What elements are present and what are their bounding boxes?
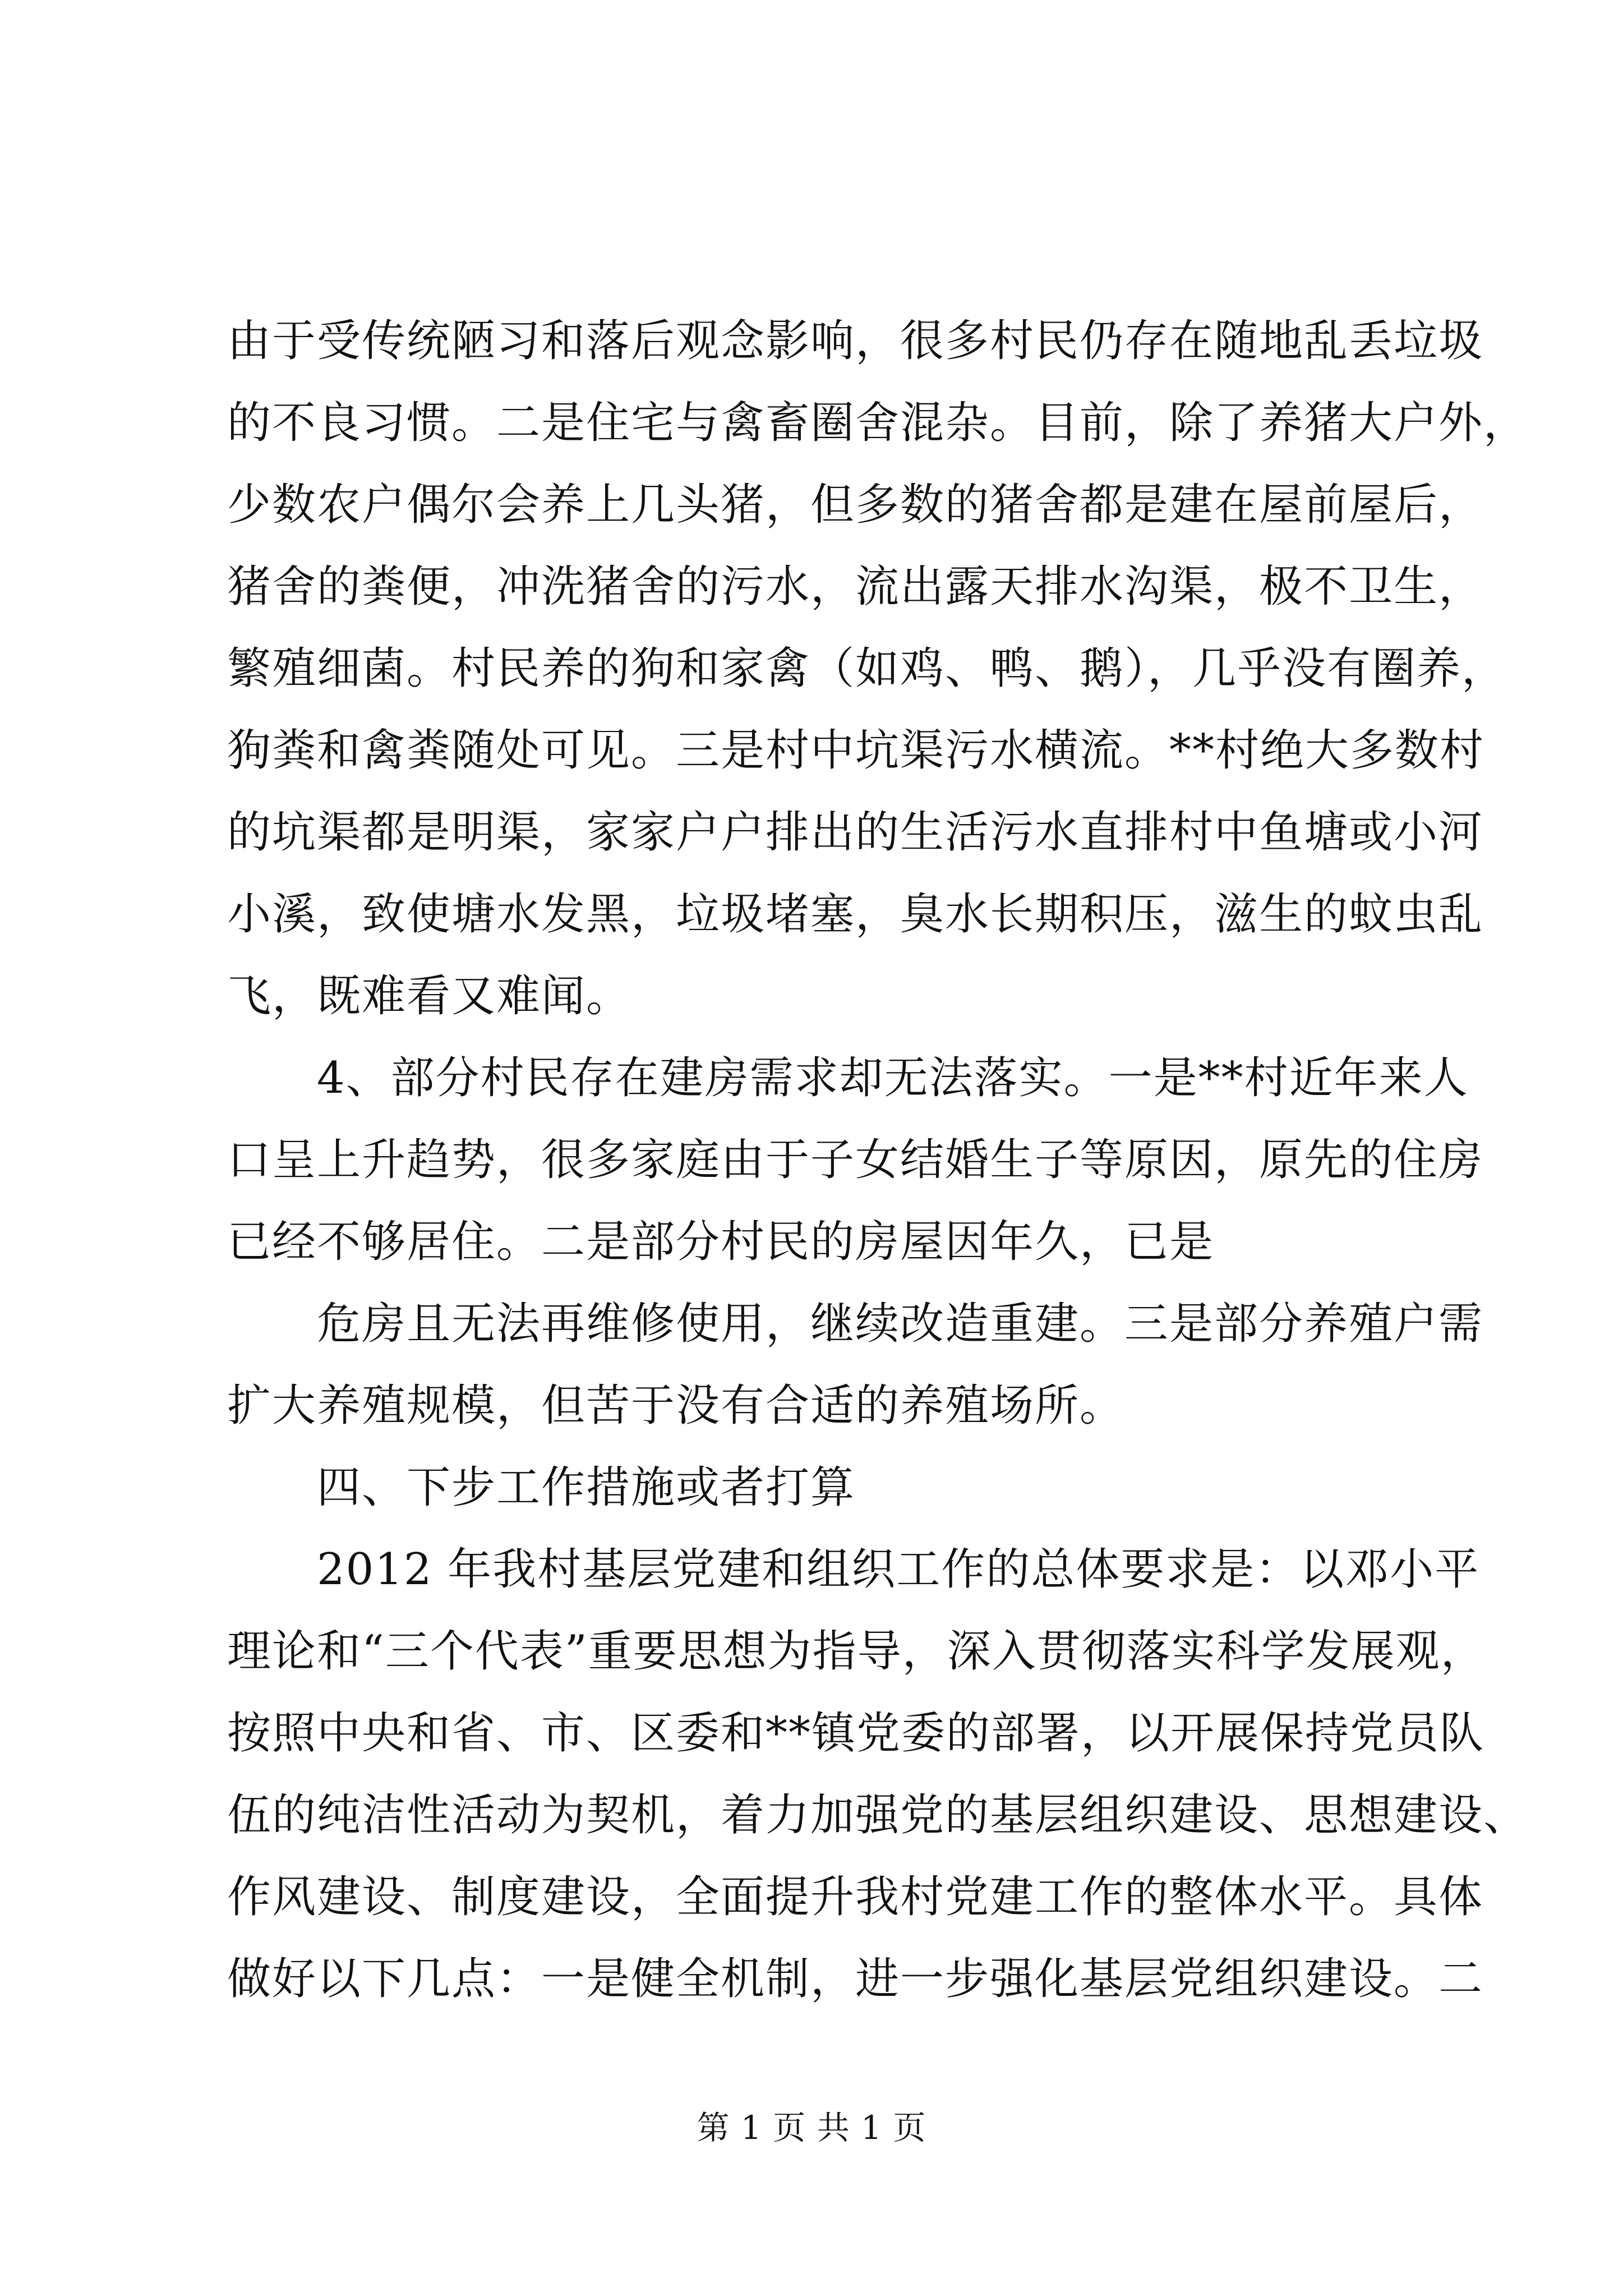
text-line: 4、部分村民存在建房需求却无法落实。一是**村近年来人	[317, 1053, 1469, 1103]
text-line: 2012 年我村基层党建和组织工作的总体要求是：以邓小平	[317, 1544, 1480, 1595]
text-line: 小溪，致使塘水发黑，垃圾堵塞，臭水长期积压，滋生的蚊虫乱	[227, 889, 1484, 940]
text-line: 理论和“三个代表”重要思想为指导，深入贯彻落实科学发展观，	[227, 1626, 1486, 1677]
text-line: 由于受传统陋习和落后观念影响，很多村民仍存在随地乱丢垃圾	[227, 316, 1484, 366]
text-line: 作风建设、制度建设，全面提升我村党建工作的整体水平。具体	[227, 1872, 1484, 1922]
text-line: 少数农户偶尔会养上几头猪，但多数的猪舍都是建在屋前屋后，	[227, 480, 1484, 530]
text-line: 的不良习惯。二是住宅与禽畜圈舍混杂。目前，除了养猪大户外，	[227, 398, 1529, 448]
text-line: 飞，既难看又难闻。	[227, 971, 631, 1022]
text-line: 的坑渠都是明渠，家家户户排出的生活污水直排村中鱼塘或小河	[227, 807, 1484, 858]
text-line: 繁殖细菌。村民养的狗和家禽（如鸡、鸭、鹅），几乎没有圈养，	[227, 643, 1507, 694]
text-line: 四、下步工作措施或者打算	[317, 1462, 856, 1513]
text-line: 扩大养殖规模，但苦于没有合适的养殖场所。	[227, 1381, 1125, 1431]
page-footer: 第 1 页 共 1 页	[697, 2109, 926, 2147]
text-line: 已经不够居住。二是部分村民的房屋因年久，已是	[227, 1217, 1215, 1267]
text-line: 伍的纯洁性活动为契机，着力加强党的基层组织建设、思想建设、	[227, 1790, 1529, 1841]
text-line: 做好以下几点：一是健全机制，进一步强化基层党组织建设。二	[227, 1954, 1484, 2004]
text-line: 狗粪和禽粪随处可见。三是村中坑渠污水横流。**村绝大多数村	[227, 725, 1485, 776]
text-line: 危房且无法再维修使用，继续改造重建。三是部分养殖户需	[317, 1299, 1484, 1349]
document-body	[227, 300, 1529, 2020]
text-line: 猪舍的粪便，冲洗猪舍的污水，流出露天排水沟渠，极不卫生，	[227, 562, 1484, 612]
text-line: 按照中央和省、市、区委和**镇党委的部署，以开展保持党员队	[227, 1708, 1485, 1759]
text-line: 口呈上升趋势，很多家庭由于子女结婚生子等原因，原先的住房	[227, 1135, 1484, 1185]
